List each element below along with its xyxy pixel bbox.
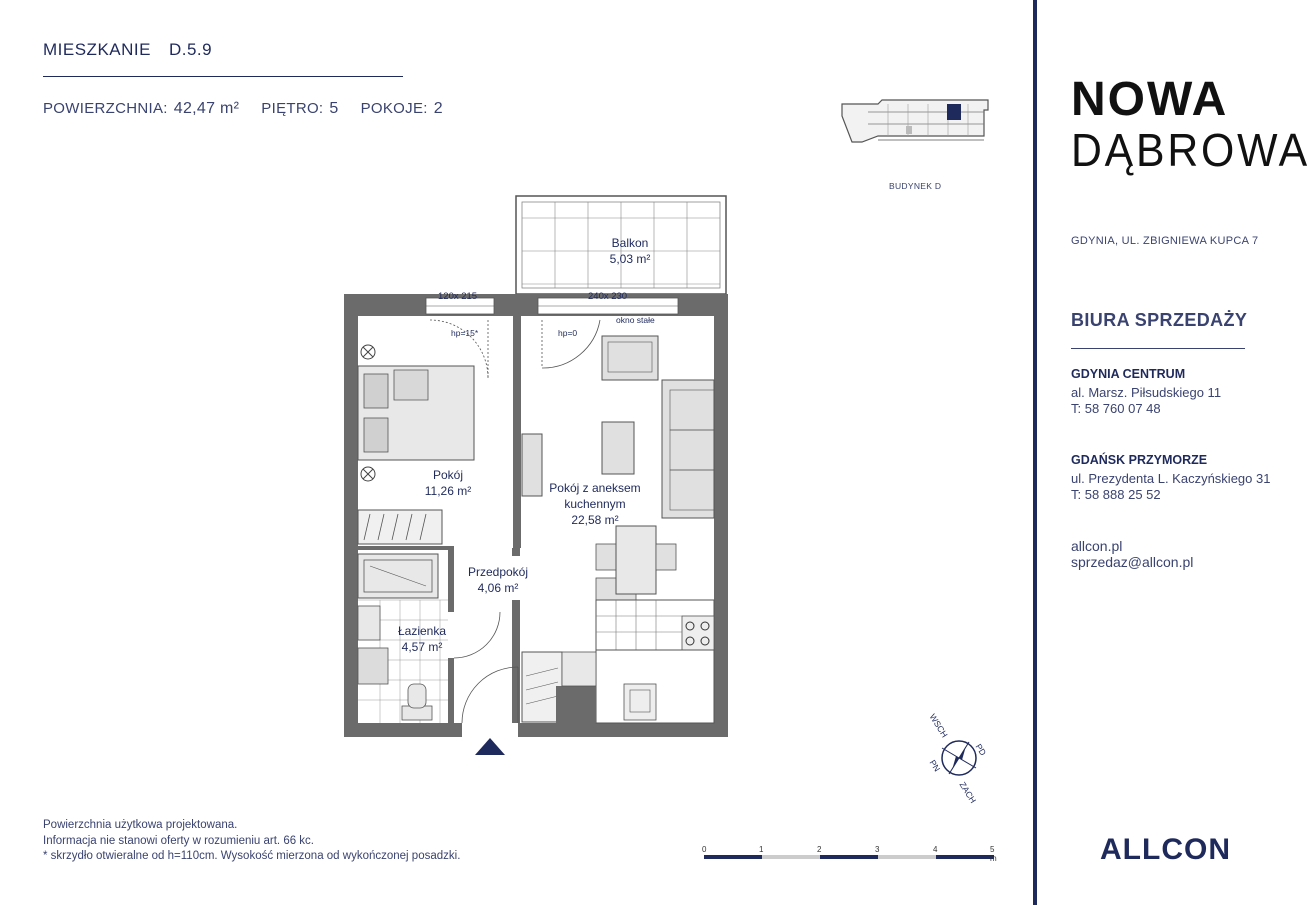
balcony-area: 5,03 m² [609,252,651,266]
hall-label [460,564,536,596]
note-3: * skrzydło otwieralne od h=110cm. Wysokość mierzona od wykończonej posadzki. [43,850,461,862]
keyplan-label: BUDYNEK D [889,181,942,191]
bath-label [384,623,460,655]
dining-table [596,526,676,604]
website-link[interactable]: allcon.pl [1071,538,1123,554]
bath-name: Łazienka [397,624,447,638]
coffee-table [602,422,634,474]
developer-name: ALLCON [1100,833,1231,866]
office-name: GDYNIA CENTRUM [1071,367,1186,381]
wardrobe [358,510,442,544]
office-street: al. Marsz. Piłsudskiego 11 [1071,385,1222,400]
note-1: Powierzchnia użytkowa projektowana. [43,819,238,831]
living-area: 22,58 m² [571,513,619,527]
window-2-dim: 240x 230 [588,291,628,302]
bed [358,366,474,460]
living-name-1: Pokój z aneksem [549,481,641,495]
bedroom-label [410,467,486,499]
title-divider [43,76,403,77]
office-street: ul. Prezydenta L. Kaczyńskiego 31 [1071,471,1271,486]
sales-heading: BIURA SPRZEDAŻY [1071,310,1248,330]
bedroom-name: Pokój [432,468,464,482]
office-name: GDAŃSK PRZYMORZE [1071,453,1208,467]
bathtub [358,554,438,598]
window-1-hp: hp=15* [451,328,479,338]
window-2-hp: hp=0 [558,328,578,338]
area-value: 42,47 m² [173,100,240,117]
compass-s: ZACH [957,780,979,805]
investment-address: GDYNIA, UL. ZBIGNIEWA KUPCA 7 [1071,235,1259,247]
sink [624,684,656,720]
scale-tick-3: 3 [875,845,880,854]
kitchen-counter [596,600,714,723]
floor-plan [340,190,740,760]
office-phone: T: 58 888 25 52 [1071,487,1161,502]
office-gdansk [1071,453,1270,503]
compass-n: WSCH [927,712,950,740]
email-link[interactable]: sprzedaz@allcon.pl [1071,554,1194,570]
scale-bar [702,845,1002,865]
office-gdynia [1071,367,1221,417]
tv-cabinet [522,434,542,496]
sidebar-divider [1033,0,1037,905]
apartment-meta [43,100,465,118]
balcony-name: Balkon [611,236,649,250]
fixed-window-label: okno stałe [616,315,655,325]
washbasin [358,606,380,640]
bath-area: 4,57 m² [401,640,443,654]
window-1-dim: 120x 215 [438,291,478,302]
living-name-2: kuchennym [564,497,626,511]
apartment-title-word: MIESZKANIE [43,40,151,59]
scale-tick-1: 1 [759,845,764,854]
apartment-title [43,40,230,60]
utility-cabinet [522,652,596,723]
brand-logo-line2: DĄBROWA [1071,124,1310,176]
hall-area: 4,06 m² [477,581,519,595]
developer-logo [1100,833,1231,867]
armchair [602,336,658,380]
entrance-marker [475,738,505,755]
contact-block [1071,538,1193,570]
sales-divider [1071,348,1245,349]
living-label [540,480,650,528]
toilet [402,684,432,720]
hall-name: Przedpokój [467,565,529,579]
balcony-label [590,235,670,267]
rooms-value: 2 [433,100,443,117]
bedroom-area: 11,26 m² [424,484,472,498]
apartment-highlight [947,104,961,120]
apartment-code: D.5.9 [168,40,213,59]
note-2: Informacja nie stanowi oferty w rozumieniu art. 66 kc. [43,834,315,847]
floor-value: 5 [329,100,339,117]
office-phone: T: 58 760 07 48 [1071,401,1161,416]
building-keyplan [838,96,994,148]
scale-tick-0: 0 [702,845,707,854]
scale-tick-4: 4 [933,845,938,854]
footnotes [43,818,460,865]
scale-tick-2: 2 [817,845,822,854]
cooktop [682,616,714,650]
rooms-label: POKOJE: [360,100,428,117]
floor-label: PIĘTRO: [261,100,324,117]
compass-w: PN [927,758,943,774]
brand-logo-line1: NOWA [1071,73,1229,126]
area-label: POWIERZCHNIA: [43,100,168,117]
sofa [662,380,714,518]
compass-e: PD [973,742,989,758]
scale-tick-5: 5 m [990,845,997,863]
